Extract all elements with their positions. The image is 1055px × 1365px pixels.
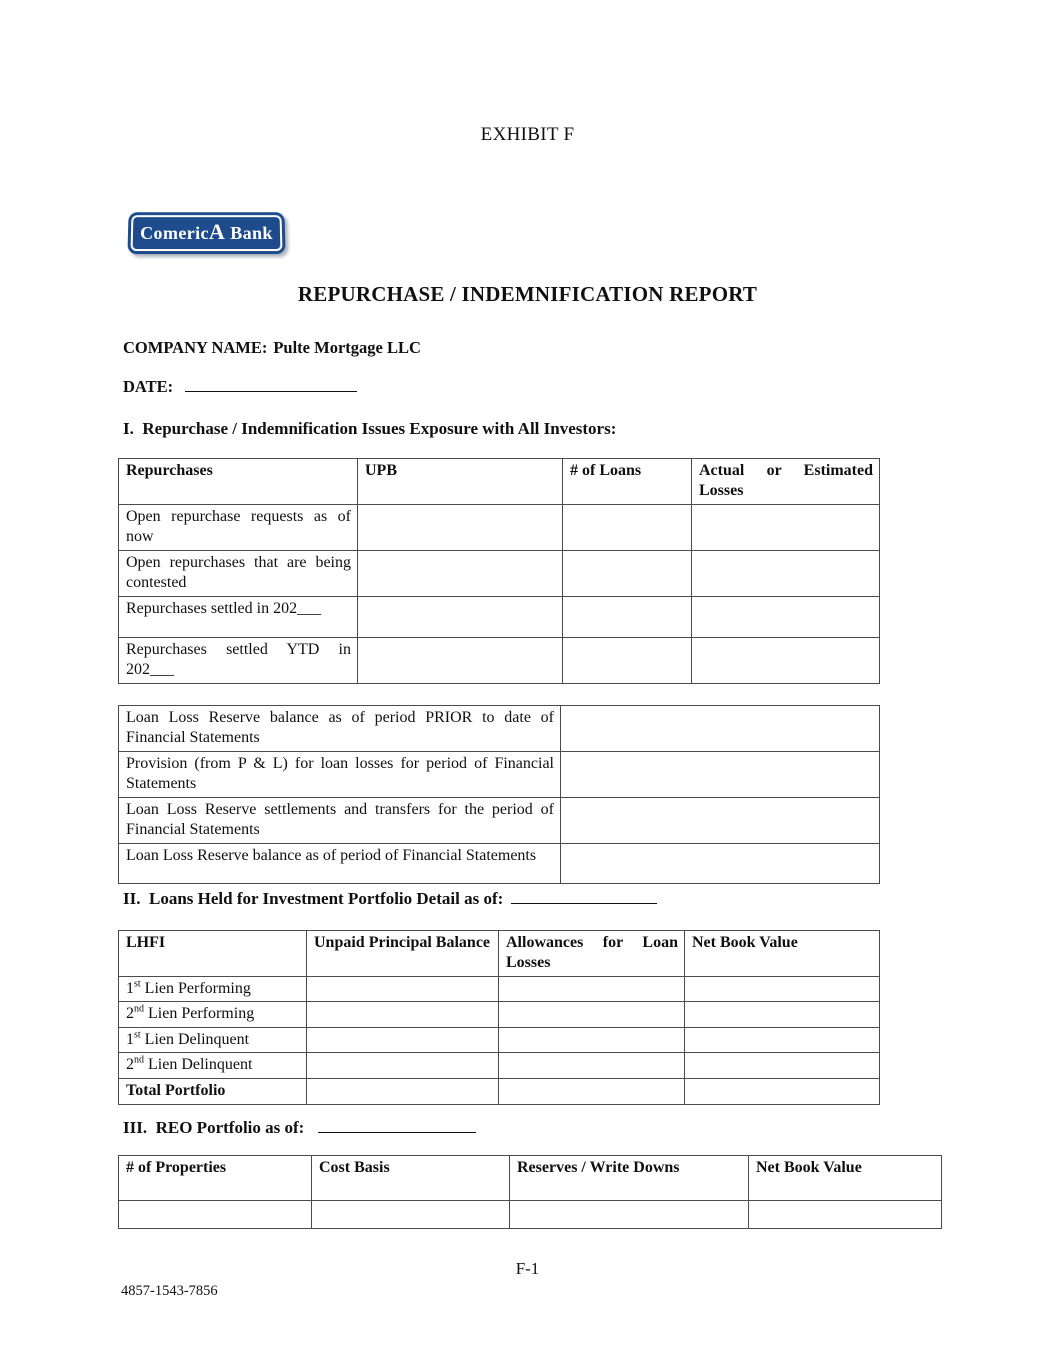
date-label: DATE: <box>123 377 174 396</box>
row-label-cell: Open repurchases that are being contested <box>119 550 358 596</box>
empty-cell <box>685 976 880 1001</box>
table-row <box>119 504 880 550</box>
table-row <box>119 1053 880 1078</box>
header-cell-net-book-value: Net Book Value <box>685 931 880 977</box>
table-row <box>119 1002 880 1027</box>
empty-cell <box>563 550 692 596</box>
empty-cell <box>499 976 685 1001</box>
header-cell-repurchases: Repurchases <box>119 459 358 505</box>
header-cell-upb: Unpaid Principal Balance <box>307 931 499 977</box>
empty-cell <box>749 1201 942 1229</box>
row-label-cell: 1st Lien Performing <box>119 976 307 1001</box>
empty-cell <box>499 1002 685 1027</box>
section-3-heading-text: III. REO Portfolio as of: <box>123 1118 305 1137</box>
table-row <box>119 976 880 1001</box>
table-header-row <box>119 459 880 505</box>
header-cell-losses: Actual or Estimated Losses <box>692 459 880 505</box>
empty-cell <box>499 1027 685 1052</box>
section-3-blank-line <box>318 1118 476 1133</box>
empty-cell <box>563 504 692 550</box>
header-cell-num-loans: # of Loans <box>563 459 692 505</box>
header-cell-reserves: Reserves / Write Downs <box>510 1156 749 1201</box>
table-row <box>119 596 880 637</box>
empty-cell <box>307 1027 499 1052</box>
table-row <box>119 843 880 883</box>
empty-cell <box>499 1053 685 1078</box>
lhfi-table <box>118 930 880 1105</box>
empty-cell <box>119 1201 312 1229</box>
empty-cell <box>358 637 563 683</box>
row-label-cell: Loan Loss Reserve balance as of period PRIOR to date of Financial Statements <box>119 706 561 752</box>
header-cell-allowances: Allowances for Loan Losses <box>499 931 685 977</box>
empty-cell <box>561 843 880 883</box>
page-number: F-1 <box>515 1259 540 1278</box>
section-1-heading: I. Repurchase / Indemnification Issues Exposure with All Investors: <box>123 419 617 438</box>
empty-cell <box>561 751 880 797</box>
row-label-cell: Provision (from P & L) for loan losses for period of Financial Statements <box>119 751 561 797</box>
company-name-value: Pulte Mortgage LLC <box>273 338 421 357</box>
comerica-bank-logo <box>127 212 285 254</box>
section-3-heading <box>123 1118 476 1138</box>
empty-cell <box>307 1078 499 1104</box>
empty-cell <box>685 1053 880 1078</box>
repurchases-table <box>118 458 880 684</box>
table-row <box>119 797 880 843</box>
row-label-cell: Total Portfolio <box>119 1078 307 1104</box>
company-name-label: COMPANY NAME: <box>123 338 268 357</box>
empty-cell <box>685 1078 880 1104</box>
table-row <box>119 706 880 752</box>
empty-cell <box>561 706 880 752</box>
logo-brand-a: A <box>208 218 226 244</box>
empty-cell <box>312 1201 510 1229</box>
empty-cell <box>358 550 563 596</box>
exhibit-label: EXHIBIT F <box>480 124 575 145</box>
logo-brand-first: Comeric <box>139 222 209 243</box>
empty-cell <box>561 797 880 843</box>
row-label-cell: Open repurchase requests as of now <box>119 504 358 550</box>
empty-cell <box>692 596 880 637</box>
empty-cell <box>499 1078 685 1104</box>
empty-cell <box>358 596 563 637</box>
date-blank-line <box>185 377 357 392</box>
row-label-cell: Loan Loss Reserve settlements and transfers for the period of Financial Statements <box>119 797 561 843</box>
empty-cell <box>307 1002 499 1027</box>
empty-cell <box>685 1027 880 1052</box>
empty-cell <box>563 637 692 683</box>
row-label-cell: 2nd Lien Delinquent <box>119 1053 307 1078</box>
header-cell-lhfi: LHFI <box>119 931 307 977</box>
total-portfolio-row <box>119 1078 880 1104</box>
table-row <box>119 1027 880 1052</box>
document-control-number: 4857-1543-7856 <box>121 1283 218 1299</box>
table-header-row <box>119 931 880 977</box>
row-label-cell: Loan Loss Reserve balance as of period of Financial Statements <box>119 843 561 883</box>
header-cell-num-properties: # of Properties <box>119 1156 312 1201</box>
row-label-cell: 1st Lien Delinquent <box>119 1027 307 1052</box>
empty-cell <box>307 1053 499 1078</box>
row-label-cell: Repurchases settled in 202___ <box>119 596 358 637</box>
report-title: REPURCHASE / INDEMNIFICATION REPORT <box>297 282 758 306</box>
header-cell-net-book-value: Net Book Value <box>749 1156 942 1201</box>
empty-cell <box>358 504 563 550</box>
empty-cell <box>692 504 880 550</box>
logo-text <box>139 218 274 244</box>
table-row <box>119 637 880 683</box>
table-header-row <box>119 1156 942 1201</box>
empty-cell <box>510 1201 749 1229</box>
table-row <box>119 1201 942 1229</box>
header-cell-cost-basis: Cost Basis <box>312 1156 510 1201</box>
row-label-cell: Repurchases settled YTD in 202___ <box>119 637 358 683</box>
header-cell-upb: UPB <box>358 459 563 505</box>
empty-cell <box>692 637 880 683</box>
logo-inner-border <box>131 215 283 251</box>
empty-cell <box>692 550 880 596</box>
date-line <box>123 377 357 397</box>
company-name-line <box>123 338 421 358</box>
loan-loss-reserve-table <box>118 705 880 884</box>
logo-brand-second: Bank <box>230 222 274 243</box>
reo-table <box>118 1155 942 1229</box>
empty-cell <box>685 1002 880 1027</box>
section-2-heading-text: II. Loans Held for Investment Portfolio Detail as of: <box>123 889 504 908</box>
table-row <box>119 751 880 797</box>
table-row <box>119 550 880 596</box>
section-2-heading <box>123 889 657 909</box>
empty-cell <box>307 976 499 1001</box>
row-label-cell: 2nd Lien Performing <box>119 1002 307 1027</box>
section-2-blank-line <box>511 889 657 904</box>
empty-cell <box>563 596 692 637</box>
